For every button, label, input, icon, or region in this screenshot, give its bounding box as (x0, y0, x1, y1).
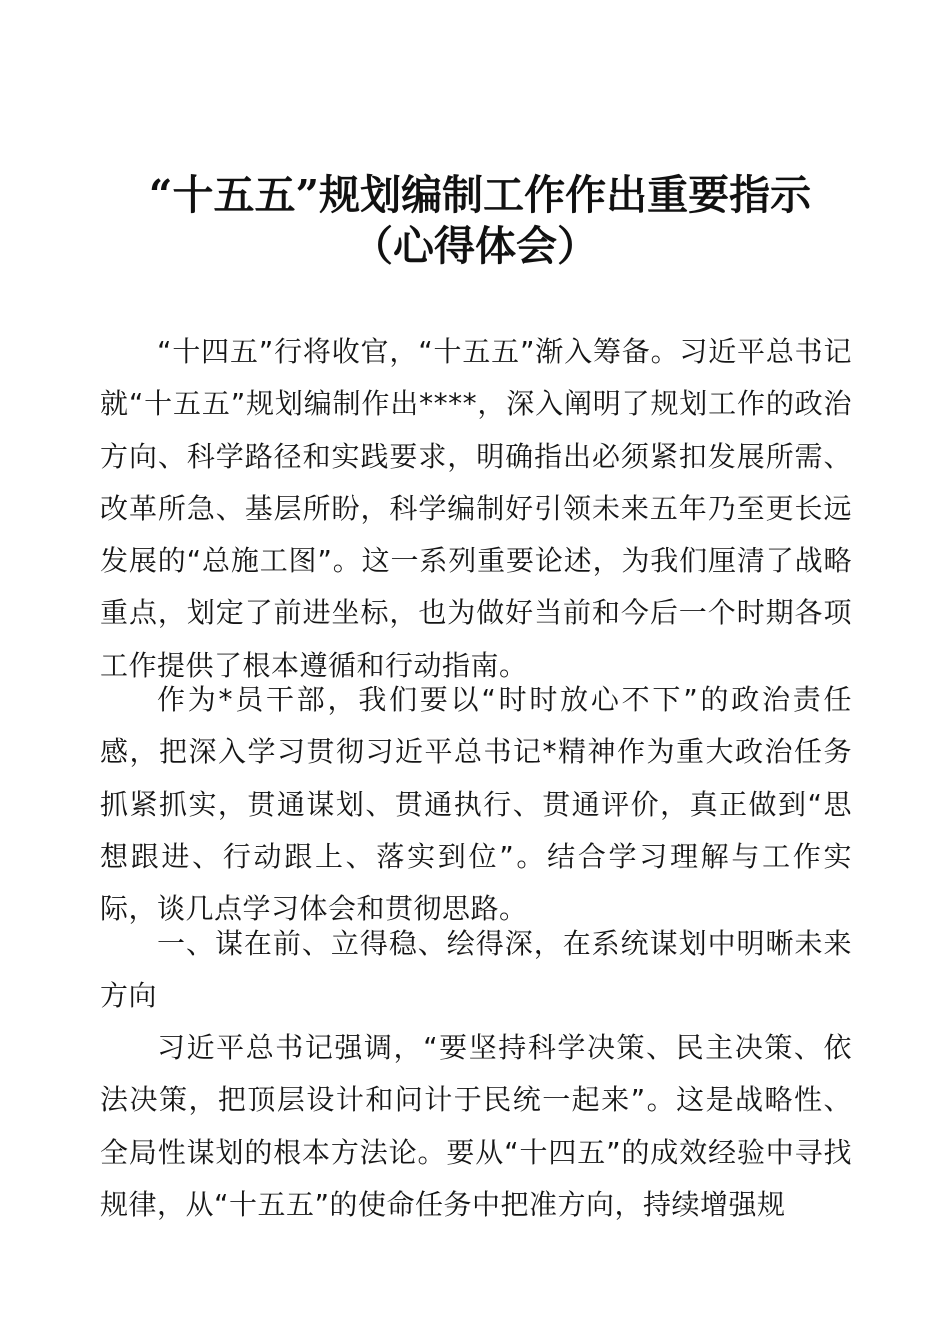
paragraph-party-member: 作为*员干部，我们要以“时时放心不下”的政治责任感，把深入学习贯彻习近平总书记*精神作为重大政治任务抓紧抓实，贯通谋划、贯通执行、贯通评价，真正做到“思想跟进、行动跟上、落实到位”。结合学习理解与工作实际，谈几点学习体会和贯彻思路。 (100, 683, 852, 926)
document-title-line1: “十五五”规划编制工作作出重要指示 (148, 171, 812, 219)
paragraph-intro: “十四五”行将收官，“十五五”渐入筹备。习近平总书记就“十五五”规划编制作出****，深入阐明了规划工作的政治方向、科学路径和实践要求，明确指出必须紧扣发展所需、改革所急、基层所盼，科学编制好引领未来五年乃至更长远发展的“总施工图”。这一系列重要论述，为我们厘清了战略重点，划定了前进坐标，也为做好当前和今后一个时期各项工作提供了根本遵循和行动指南。 (100, 335, 852, 682)
paragraph-section-one: 习近平总书记强调，“要坚持科学决策、民主决策、依法决策，把顶层设计和问计于民统一起来”。这是战略性、全局性谋划的根本方法论。要从“十四五”的成效经验中寻找规律，从“十五五”的使命任务中把准方向，持续增强规 (100, 1031, 852, 1221)
document-title-line2: （心得体会） (352, 222, 598, 270)
section-heading-one: 一、谋在前、立得稳、绘得深，在系统谋划中明晰未来方向 (100, 927, 852, 1013)
